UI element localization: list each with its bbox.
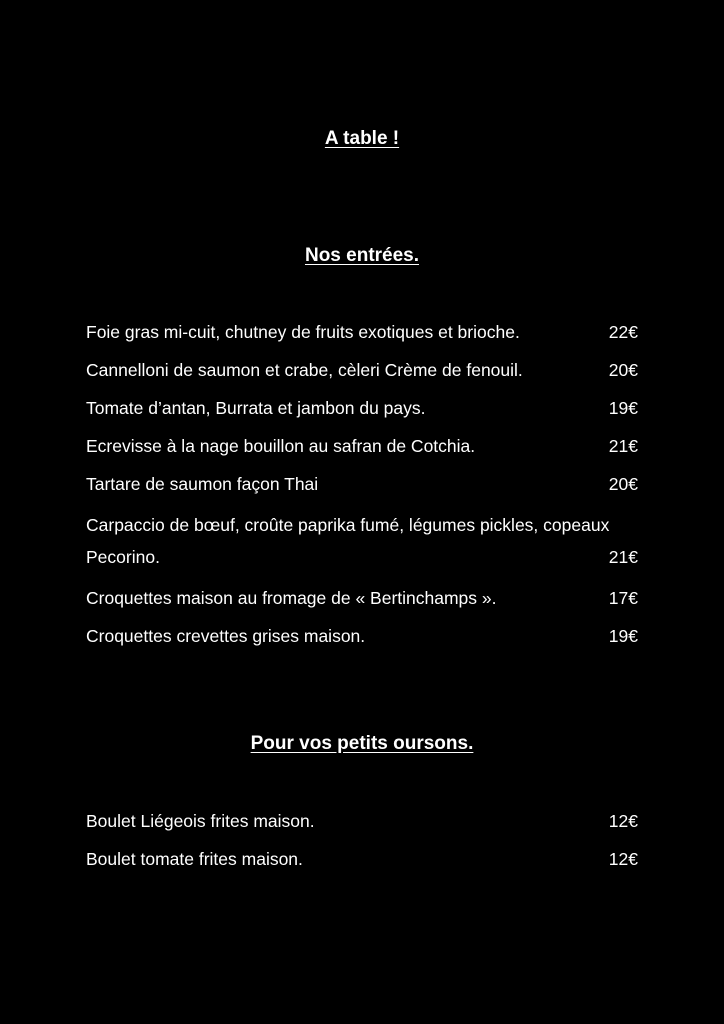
menu-item-price: 21€ [608,436,638,456]
menu-item-price: 19€ [608,626,638,646]
menu-item [86,471,638,497]
menu-item [86,395,638,421]
page-title: A table ! [324,128,400,149]
menu-item [86,585,638,611]
menu-item-name: Tomate d’antan, Burrata et jambon du pays. [86,398,426,418]
menu-item-name: Foie gras mi-cuit, chutney de fruits exotiques et brioche. [86,322,520,342]
menu-item-name: Tartare de saumon façon Thai [86,474,319,494]
menu-item-price: 19€ [608,398,638,418]
menu-item-price: 12€ [608,849,638,869]
kids-heading: Pour vos petits oursons. [250,733,474,754]
kids-list [86,808,638,872]
menu-item [86,846,638,872]
menu-item-name: Croquettes maison au fromage de « Bertinchamps ». [86,588,497,608]
menu-item-name: Carpaccio de bœuf, croûte paprika fumé, légumes pickles, copeaux Pecorino. [86,515,610,567]
menu-item-name: Ecrevisse à la nage bouillon au safran de Cotchia. [86,436,476,456]
menu-item-name: Croquettes crevettes grises maison. [86,626,366,646]
menu-item [86,808,638,834]
menu-item-price: 21€ [608,547,638,567]
menu-item-price: 12€ [608,811,638,831]
menu-item-price: 17€ [608,588,638,608]
menu-item [86,319,638,345]
menu-item-name: Boulet tomate frites maison. [86,849,303,869]
menu-item [86,433,638,459]
menu-item [86,623,638,649]
menu-item-price: 22€ [608,322,638,342]
menu-item-name: Cannelloni de saumon et crabe, cèleri Crème de fenouil. [86,360,523,380]
menu-item [86,509,638,573]
menu-item-price: 20€ [608,360,638,380]
starters-heading: Nos entrées. [304,245,420,266]
menu-item [86,357,638,383]
menu-item-name: Boulet Liégeois frites maison. [86,811,315,831]
starters-list [86,319,638,649]
menu-item-price: 20€ [608,474,638,494]
